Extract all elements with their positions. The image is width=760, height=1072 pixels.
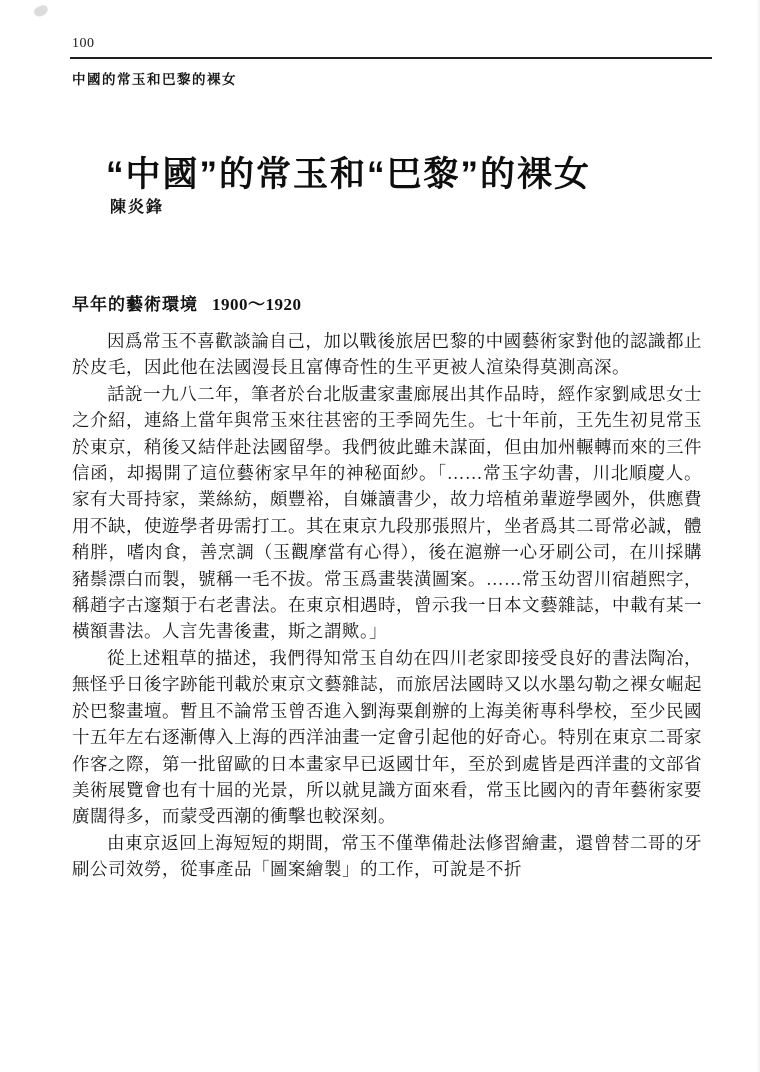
section-heading-text: 早年的藝術環境 [72, 295, 198, 314]
running-header: 中國的常玉和巴黎的裸女 [72, 72, 237, 87]
article-title: “中國”的常玉和“巴黎”的裸女 [106, 155, 592, 195]
body-paragraph: 由東京返回上海短短的期間，常玉不僅準備赴法修習繪畫，還曾替二哥的牙刷公司效勞，從事產品「圖案繪製」的工作，可說是不折 [72, 832, 702, 880]
article-author: 陳炎鋒 [110, 199, 165, 216]
page-number: 100 [72, 36, 95, 51]
article-body [72, 290, 702, 883]
body-paragraph: 從上述粗草的描述，我們得知常玉自幼在四川老家即接受良好的書法陶冶，無怪乎日後字跡能刊載於東京文藝雜誌，而旅居法國時又以水墨勾勒之裸女崛起於巴黎畫壇。暫且不論常玉曾否進入劉海粟創辦的上海美術專科學校，至少民國十五年左右逐漸傳入上海的西洋油畫一定會引起他的好奇心。特別在東京二哥家作客之際，第一批留歐的日本畫家早已返國廿年，至於到處皆是西洋畫的文部省美術展覽會也有十屆的光景，所以就見識方面來看，常玉比國內的青年藝術家要廣闊得多，而蒙受西潮的衝擊也較深刻。 [72, 647, 702, 827]
body-paragraph: 話說一九八二年，筆者於台北版畫家畫廊展出其作品時，經作家劉咸思女士之介紹，連絡上當年與常玉來往甚密的王季岡先生。七十年前，王先生初見常玉於東京，稍後又結伴赴法國留學。我們彼此雖未謀面，但由加州輾轉而來的三件信函，却揭開了這位藝術家早年的神秘面紗。「……常玉字幼書，川北順慶人。家有大哥持家，業絲紡，頗豐裕，自嫌讀書少，故力培植弟輩遊學國外，供應費用不缺，使遊學者毋需打工。其在東京九段那張照片，坐者爲其二哥常必誠，體稍胖，嗜肉食，善烹調（玉觀摩當有心得），後在滬辦一心牙刷公司，在川採購豬鬃漂白而製，號稱一毛不拔。常玉爲畫裝潢圖案。……常玉幼習川宿趙熙字，稱趙字古邃類于右老書法。在東京相遇時，曾示我一日本文藝雜誌，中載有某一橫額書法。人言先書後畫，斯之謂歟。」 [72, 383, 702, 642]
header-rule [70, 57, 712, 59]
section-heading [72, 290, 702, 315]
body-paragraph: 因爲常玉不喜歡談論自己，加以戰後旅居巴黎的中國藝術家對他的認識都止於皮毛，因此他在法國漫長且富傳奇性的生平更被人渲染得莫測高深。 [72, 331, 702, 378]
scan-artifact [33, 4, 49, 18]
section-heading-period: 1900～1920 [212, 295, 302, 314]
